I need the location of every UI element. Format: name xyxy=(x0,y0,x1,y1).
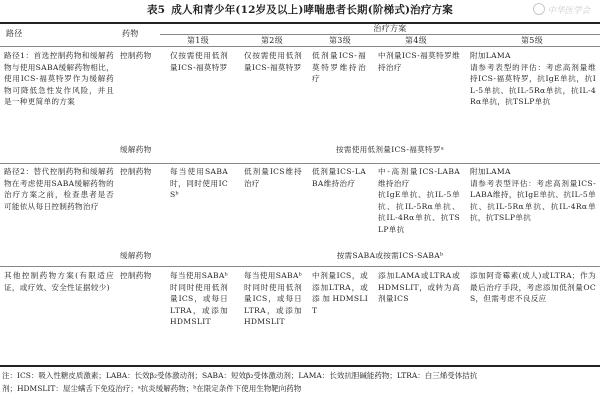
row2-step-5: 附加LAMA 请参考表型评估：考虑高剂量ICS-LABA维持，抗IgE单抗、抗IL-5单抗、抗IL-5Rα单抗、抗IL-4Rα单抗，抗TSLP单抗 xyxy=(470,167,596,222)
table-number: 表5 xyxy=(146,4,166,16)
header-step-3: 第3级 xyxy=(329,36,351,45)
row1-relief-text: 按需使用低剂量ICS-福莫特罗ᵃ xyxy=(335,145,445,154)
row3-step-3: 中剂量ICS，或添加LTRA，或添加HDMSLIT xyxy=(312,271,368,315)
row2-relief-text: 按需SABA或按需ICS-SABAᵇ xyxy=(336,251,444,260)
table-title xyxy=(0,2,600,17)
row2-relief-label: 缓解药物 xyxy=(120,251,152,260)
header-path: 路径 xyxy=(6,29,23,38)
watermark xyxy=(533,3,590,16)
row1-bottom-rule xyxy=(0,163,600,164)
row1-step-4: 中剂量ICS-福莫特罗维持治疗 xyxy=(378,51,460,72)
row2-step-2: 低剂量ICS维持治疗 xyxy=(244,167,302,188)
table-bottom-rule xyxy=(0,365,600,367)
header-step-5: 第5级 xyxy=(521,36,543,45)
row1-relief-label: 缓解药物 xyxy=(120,145,152,154)
header-plan: 治疗方案 xyxy=(373,24,407,33)
footnote-line-1: 注：ICS：吸入性糖皮质激素；LABA：长效β₂受体激动剂；SABA：短效β₂受体激动剂；LAMA：长效抗胆碱能药物；LTRA：白三烯受体拮抗 xyxy=(2,371,478,380)
table-top-rule xyxy=(0,22,600,24)
row3-step-2: 每当使用SABAᵇ时同时使用低剂量ICS，或每日LTRA，或添加HDMSLIT xyxy=(244,271,302,326)
row2-step-3: 低剂量ICS-LABA维持治疗 xyxy=(312,167,366,188)
row2-step-4: 中-高剂量ICS-LABA维持治疗 抗IgE单抗、抗IL-5单抗、抗IL-5Rα单抗、抗IL-4Rα单抗、抗TSLP单抗 xyxy=(378,167,460,234)
row3-step-4: 添加LAMA或LTRA或HDMSLIT，或转为高剂量ICS xyxy=(378,271,460,303)
row1-step-3: 低剂量ICS-福莫特罗维持治疗 xyxy=(312,51,366,83)
row3-step-1: 每当使用SABAᵇ时同时使用低剂量ICS，或每日LTRA，或添加HDMSLIT xyxy=(170,271,228,326)
watermark-logo-icon xyxy=(533,3,545,15)
row1-step-1: 仅按需使用低剂量ICS-福莫特罗 xyxy=(170,51,228,72)
row1-step-2: 仅按需使用低剂量ICS-福莫特罗 xyxy=(244,51,302,72)
row2-control-label: 控制药物 xyxy=(120,167,152,176)
row2-step-1: 每当使用SABA时，同时使用ICSᵇ xyxy=(170,167,228,199)
row1-path: 路径1：首选控制药物和缓解药物与使用SABA缓解药物相比，使用ICS-福莫特罗作为缓解药物可降低急性发作风险，并且是一种更简单的方案 xyxy=(4,51,114,106)
row1-control-label: 控制药物 xyxy=(120,51,152,60)
header-drug: 药物 xyxy=(122,29,139,38)
header-step-2: 第2级 xyxy=(261,36,283,45)
footnote-line-2: 剂；HDMSLIT：屋尘螨舌下免疫治疗；ᵃ抗炎缓解药物；ᵇ在限定条件下使用生物靶向药物 xyxy=(2,384,302,393)
header-step-1: 第1级 xyxy=(187,36,209,45)
row3-control-label: 控制药物 xyxy=(120,271,152,280)
row2-path: 路径2：替代控制药物和缓解药物在考虑使用SABA缓解药物的治疗方案之前，检查患者是否可能依从每日控制药物治疗 xyxy=(4,167,114,211)
row3-step-5: 添加阿奇霉素(成人)或LTRA；作为最后治疗手段，考虑添加低剂量OCS，但需考虑不良反应 xyxy=(470,271,596,303)
row2-bottom-rule xyxy=(0,266,600,267)
table-title-text: 成人和青少年(12岁及以上)哮喘患者长期(阶梯式)治疗方案 xyxy=(171,4,453,16)
row1-step-5: 附加LAMA 请参考表型的评估：考虑高剂量维持ICS-福莫特罗，抗IgE单抗，抗IL-5单抗、抗IL-5Rα单抗，抗IL-4Rα单抗，抗TSLP单抗 xyxy=(470,51,596,106)
row3-path: 其他控制药物方案(有限适应证，或疗效、安全性证据较少) xyxy=(4,271,114,292)
watermark-text: 中华医学会 xyxy=(547,6,590,16)
header-step-4: 第4级 xyxy=(405,36,427,45)
